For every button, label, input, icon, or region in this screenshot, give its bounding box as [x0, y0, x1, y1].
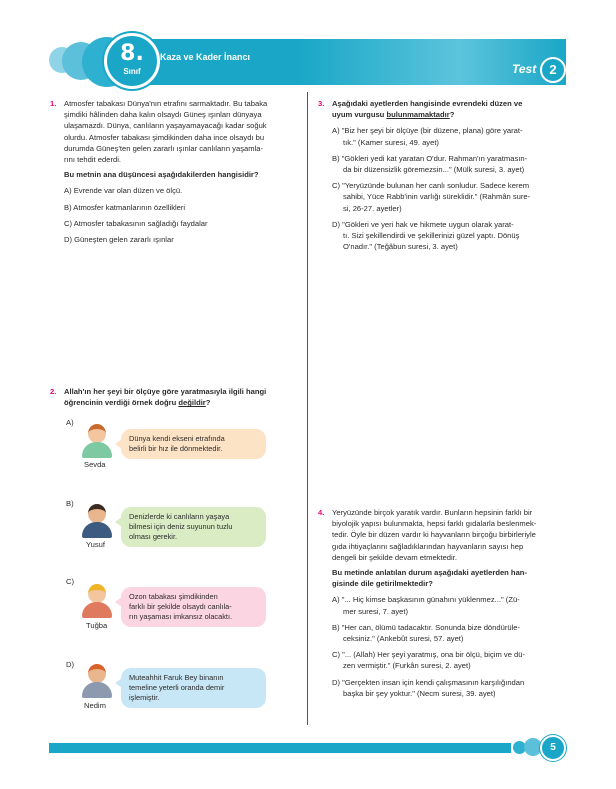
question-number: 4. [318, 508, 325, 517]
speech-bubble-b[interactable]: Denizlerde ki canlıların yaşaya bilmesi için deniz suyunun tuzlu olması gerekir. [121, 507, 266, 547]
student-name: Tuğba [86, 621, 108, 630]
answer-option-a[interactable]: A) Evrende var olan düzen ve ölçü. [64, 186, 183, 196]
answer-option-d[interactable]: D) "Gerçekten insan için kendi çalışmasının karşılığından başka bir şey yoktur." (Necm suresi, 39. ayet) [332, 677, 525, 698]
student-avatar-yusuf [82, 504, 112, 538]
question-3 [318, 98, 570, 252]
speech-bubble-c[interactable]: Ozon tabakası şimdikinden farklı bir şekilde olsaydı canlıla- rın yaşaması imkansız olacaktı. [121, 587, 266, 627]
answer-option-b[interactable]: B) "Her can, ölümü tadacaktır. Sonunda bize döndürüle- ceksiniz." (Ankebût suresi, 57. ayet) [332, 622, 521, 644]
test-label: Test [512, 62, 537, 76]
answer-option-c[interactable]: C) "Yeryüzünde bulunan her canlı sonludur. Sadece kerem sahibi, Yüce Rabb'inin varlığı süreklidir." (Rahmân sure- si, 26-27. ayetler) [332, 181, 531, 213]
student-name: Yusuf [86, 540, 105, 549]
question-1 [50, 98, 302, 245]
question-text-line: dengeli bir şekilde devam etmektedir. [332, 552, 457, 562]
face-icon [88, 664, 106, 683]
answer-option-a[interactable]: A) "Biz her şeyi bir ölçüye (bir düzene, plana) göre yarat- tık." (Kamer suresi, 49. ayet) [332, 126, 523, 147]
answer-option-c[interactable]: C) "... (Allah) Her şeyi yaratmış, ona bir ölçü, biçim ve dü- zen vermiştir." (Furkân suresi, 2. ayet) [332, 650, 526, 671]
test-number-badge: 2 [540, 57, 566, 83]
question-text-line: ulaşamazdı. Dünya, canlıların yaşayamayacağı kadar soğuk [64, 121, 267, 131]
answer-option-b[interactable]: B) Atmosfer katmanlarının özellikleri [64, 202, 186, 212]
face-icon [88, 584, 106, 603]
student-avatar-sevda [82, 424, 112, 458]
question-stem: Aşağıdaki ayetlerden hangisinde evrendeki düzen ve [332, 99, 523, 108]
student-name: Sevda [84, 460, 106, 469]
speech-bubble-d[interactable]: Muteahhit Faruk Bey binanın temeline yeterli oranda demir işlemiştir. [121, 668, 266, 708]
emphasis-word: bulunmamaktadır [386, 110, 450, 120]
shirt-icon [82, 442, 112, 458]
page-number: 5 [540, 735, 566, 761]
question-stem: Bu metnin ana düşüncesi aşağıdakilerden hangisidir? [64, 170, 259, 180]
option-letter-c: C) [66, 577, 75, 586]
footer-bar [49, 743, 511, 753]
question-text-line: durumda Güneş'ten gelen zararlı ışınlar canlıların yaşamla- [64, 143, 263, 153]
answer-option-d[interactable]: D) "Gökleri ve yeri hak ve hikmete uygun olarak yarat- tı. Sizi şekillendirdi ve şekillerinizi güzel yaptı. Dönüş O'nadır." (Teğâbun suresi, 3. ayet) [332, 219, 520, 252]
question-text-line: olurdu. Atmosfer tabakası şimdikinden daha ince olsaydı bu [64, 132, 265, 142]
question-stem: uyum vurgusu bulunmamaktadır? [332, 110, 455, 120]
question-text-line: Yeryüzünde birçok yaratık vardır. Bunların hepsinin farklı bir [332, 508, 533, 517]
question-2 [50, 386, 302, 408]
student-name: Nedim [84, 701, 106, 710]
question-text-line: Atmosfer tabakası Dünya'nın etrafını sarmaktadır. Bu tabaka [64, 99, 268, 108]
question-stem: Bu metinde anlatılan durum aşağıdaki ayetlerden han- [332, 568, 527, 578]
grade-number: 8. [120, 41, 144, 66]
shirt-icon [82, 522, 112, 538]
question-number: 1. [50, 99, 57, 108]
shirt-icon [82, 682, 112, 698]
answer-option-a[interactable]: A) "... Hiç kimse başkasının günahını yüklenmez..." (Zü- mer suresi, 7. ayet) [332, 595, 520, 616]
grade-label: Sınıf [123, 67, 141, 76]
answer-option-c[interactable]: C) Atmosfer tabakasının sağladığı faydalar [64, 218, 208, 228]
answer-option-b[interactable]: B) "Gökleri yedi kat yaratan O'dur. Rahman'ın yaratmasın- da bir düzensizlik göremezsin..." (Mülk suresi, 3. ayet) [332, 153, 528, 175]
question-text-line: tedir. Öyle bir düzen vardır ki hayvanların birçoğu birbirleriyle [332, 530, 536, 540]
question-number: 3. [318, 99, 325, 108]
unit-title: Kaza ve Kader İnancı [160, 52, 251, 62]
question-stem: gisinde dile getirilmektedir? [332, 579, 433, 589]
face-icon [88, 424, 106, 443]
student-avatar-tugba [82, 584, 112, 618]
student-avatar-nedim [82, 664, 112, 698]
emphasis-word: değildir [178, 398, 206, 408]
answer-option-d[interactable]: D) Güneşten gelen zararlı ışınlar [64, 235, 174, 245]
question-text-line: rını tehdit ederdi. [64, 155, 121, 165]
question-stem: öğrencinin verdiği örnek doğru değildir? [64, 398, 211, 408]
question-stem: Allah'ın her şeyi bir ölçüye göre yaratmasıyla ilgili hangi [64, 387, 267, 396]
speech-bubble-a[interactable]: Dünya kendi ekseni etrafında belirli bir hız ile dönmektedir. [121, 429, 266, 459]
face-icon [88, 504, 106, 523]
option-letter-b: B) [66, 499, 74, 508]
option-letter-a: A) [66, 418, 74, 427]
question-number: 2. [50, 387, 57, 396]
question-4 [318, 507, 570, 699]
option-letter-d: D) [66, 660, 75, 669]
question-text-line: biyolojik yapısı bulunmakta, hepsi farklı gıdalarla beslenmek- [332, 519, 537, 529]
grade-badge [104, 33, 160, 89]
shirt-icon [82, 602, 112, 618]
column-divider [307, 92, 308, 725]
question-text-line: gıda ihtiyaçlarını sağladıklarından hayvanların sayısı hep [332, 541, 524, 551]
question-text-line: şimdiki hâlinden daha kalın olsaydı Güneş ışınları dünyaya [64, 110, 262, 120]
